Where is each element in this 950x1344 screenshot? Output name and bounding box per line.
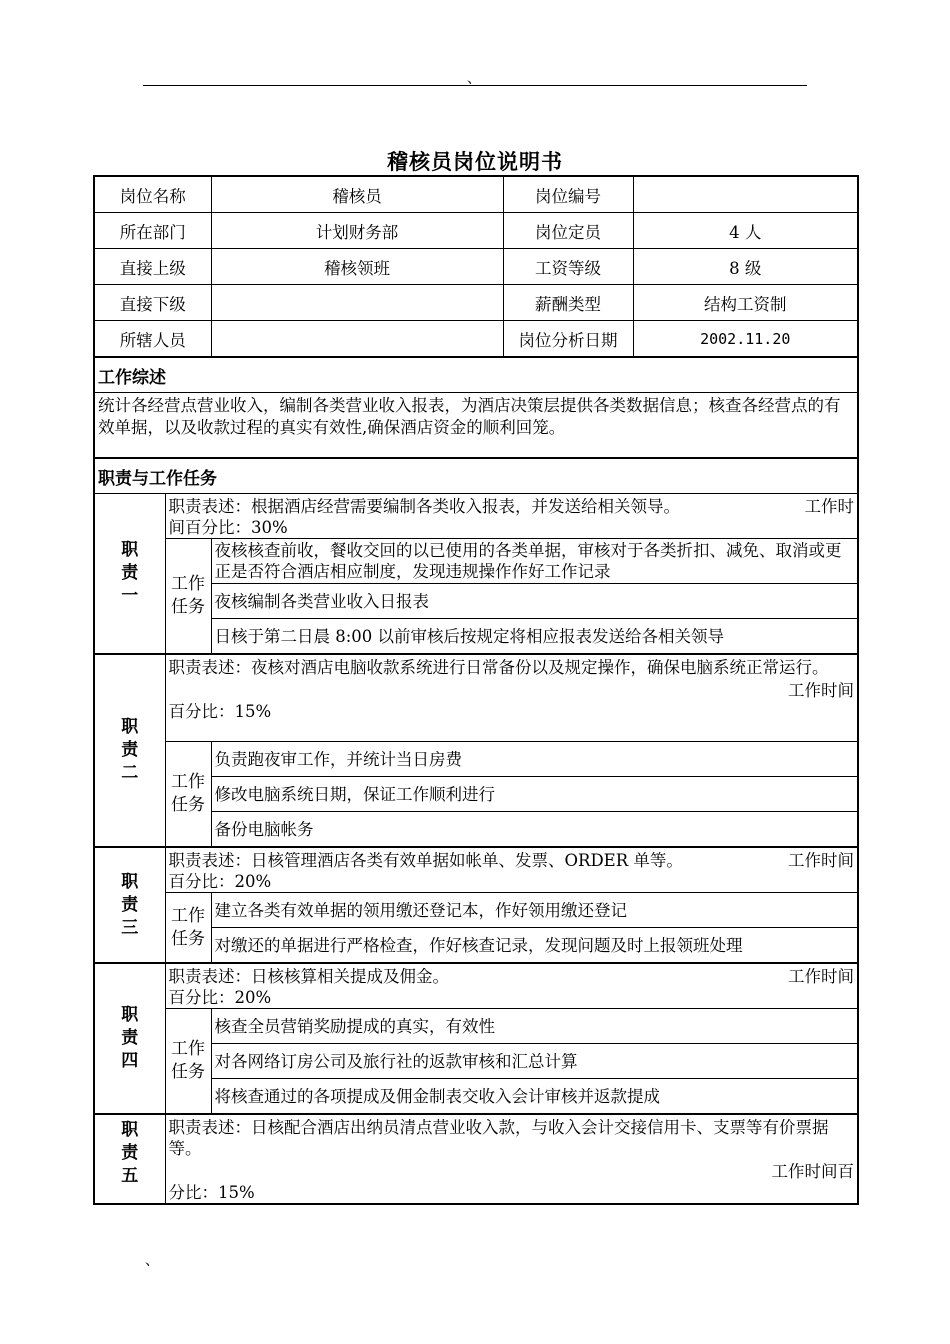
duty-3-task-label: 工作任务 bbox=[165, 893, 211, 964]
label-position-name: 岗位名称 bbox=[94, 176, 211, 213]
summary-text: 统计各经营点营业收入，编制各类营业收入报表，为酒店决策层提供各类数据信息；核查各经营点的有效单据，以及收款过程的真实有效性,确保酒店资金的顺利回笼。 bbox=[94, 393, 858, 459]
header-mark: 、 bbox=[467, 71, 481, 87]
value-position-number bbox=[633, 176, 858, 213]
duty-1-description: 职责表述：根据酒店经营需要编制各类收入报表，并发送给相关领导。 工作时 间百分比：30% bbox=[165, 494, 858, 539]
duty-3-description: 职责表述：日核管理酒店各类有效单据如帐单、发票、ORDER 单等。 工作时间 百分比：20% bbox=[165, 847, 858, 893]
label-analysis-date: 岗位分析日期 bbox=[503, 321, 633, 358]
duty-2-task-2: 修改电脑系统日期，保证工作顺利进行 bbox=[211, 777, 858, 812]
value-analysis-date: 2002.11.20 bbox=[633, 321, 858, 358]
duty-4-label: 职责四 bbox=[94, 963, 165, 1114]
value-headcount: 4 人 bbox=[633, 213, 858, 249]
value-salary-grade: 8 级 bbox=[633, 249, 858, 285]
duty-3-task-1: 建立各类有效单据的领用缴还登记本，作好领用缴还登记 bbox=[211, 893, 858, 928]
duty-4-task-3: 将核查通过的各项提成及佣金制表交收入会计审核并返款提成 bbox=[211, 1079, 858, 1115]
label-direct-superior: 直接上级 bbox=[94, 249, 211, 285]
header-rule bbox=[143, 85, 807, 86]
page-title: 稽核员岗位说明书 bbox=[387, 149, 563, 174]
duty-5-description: 职责表述：日核配合酒店出纳员清点营业收入款，与收入会计交接信用卡、支票等有价票据等。 工作时间百 分比：15% bbox=[165, 1114, 858, 1204]
value-pay-type: 结构工资制 bbox=[633, 285, 858, 321]
label-department: 所在部门 bbox=[94, 213, 211, 249]
duty-4-description: 职责表述：日核核算相关提成及佣金。 工作时间 百分比：20% bbox=[165, 963, 858, 1009]
duty-2-label: 职责二 bbox=[94, 654, 165, 847]
label-salary-grade: 工资等级 bbox=[503, 249, 633, 285]
duty-1-task-1: 夜核核查前收，餐收交回的以已使用的各类单据，审核对于各类折扣、减免、取消或更正是否符合酒店相应制度，发现违规操作作好工作记录 bbox=[211, 539, 858, 584]
value-department: 计划财务部 bbox=[211, 213, 503, 249]
duty-4-task-label: 工作任务 bbox=[165, 1009, 211, 1115]
duty-5-label: 职责五 bbox=[94, 1114, 165, 1204]
duties-heading: 职责与工作任务 bbox=[94, 458, 858, 494]
duty-3-task-2: 对缴还的单据进行严格检查，作好核查记录，发现问题及时上报领班处理 bbox=[211, 928, 858, 964]
duty-3-label: 职责三 bbox=[94, 847, 165, 963]
label-managed-staff: 所辖人员 bbox=[94, 321, 211, 358]
duty-1-task-2: 夜核编制各类营业收入日报表 bbox=[211, 584, 858, 619]
job-description-table bbox=[93, 175, 859, 1205]
label-direct-subordinate: 直接下级 bbox=[94, 285, 211, 321]
label-position-number: 岗位编号 bbox=[503, 176, 633, 213]
duty-4-task-2: 对各网络订房公司及旅行社的返款审核和汇总计算 bbox=[211, 1044, 858, 1079]
value-position-name: 稽核员 bbox=[211, 176, 503, 213]
duty-2-task-1: 负责跑夜审工作，并统计当日房费 bbox=[211, 742, 858, 777]
duty-4-task-1: 核查全员营销奖励提成的真实，有效性 bbox=[211, 1009, 858, 1044]
duty-1-task-label: 工作任务 bbox=[165, 539, 211, 655]
value-direct-superior: 稽核领班 bbox=[211, 249, 503, 285]
duty-2-task-3: 备份电脑帐务 bbox=[211, 812, 858, 848]
value-managed-staff bbox=[211, 321, 503, 358]
summary-heading: 工作综述 bbox=[94, 357, 858, 393]
footer-mark: 、 bbox=[145, 1253, 159, 1269]
duty-2-description: 职责表述：夜核对酒店电脑收款系统进行日常备份以及规定操作，确保电脑系统正常运行。 工作时间 百分比：15% bbox=[165, 654, 858, 742]
label-headcount: 岗位定员 bbox=[503, 213, 633, 249]
duty-1-task-3: 日核于第二日晨 8:00 以前审核后按规定将相应报表发送给各相关领导 bbox=[211, 619, 858, 655]
duty-1-label: 职责一 bbox=[94, 494, 165, 655]
label-pay-type: 薪酬类型 bbox=[503, 285, 633, 321]
duty-2-task-label: 工作任务 bbox=[165, 742, 211, 848]
value-direct-subordinate bbox=[211, 285, 503, 321]
